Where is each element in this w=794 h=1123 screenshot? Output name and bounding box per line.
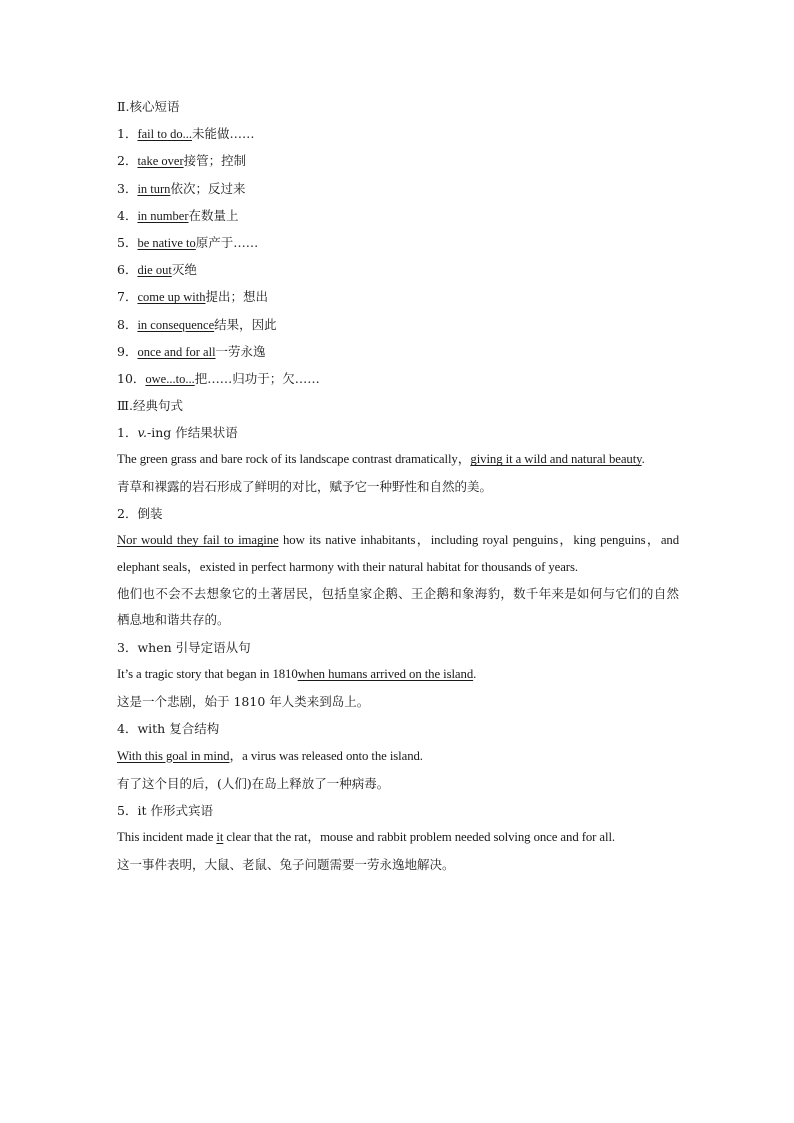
phrase-english: fail to do... [137, 127, 192, 142]
phrase-chinese: 接管；控制 [183, 153, 247, 169]
example-sentence-english [117, 661, 679, 688]
phrase-chinese: 结果，因此 [214, 316, 277, 332]
example-sentence-english [117, 743, 679, 770]
phrase-chinese: 原产于…… [195, 234, 259, 250]
example-sentence-chinese: 这是一个悲剧，始于 1810 年人类来到岛上。 [117, 694, 370, 710]
phrase-english: come up with [137, 290, 206, 305]
phrase-number: 4． [117, 207, 138, 223]
phrase-number: 8． [117, 316, 138, 332]
phrase-english: in turn [137, 181, 171, 196]
sentence-text: . [641, 452, 645, 467]
pattern-italic: v. [137, 425, 148, 441]
phrase-number: 3． [117, 180, 138, 196]
sentence-text: This incident made [117, 830, 217, 845]
phrase-item [117, 147, 679, 174]
phrase-english: once and for all [137, 344, 216, 359]
sentence-text: . [473, 666, 477, 681]
section-heading-core-phrases: Ⅱ.核心短语 [117, 99, 180, 114]
pattern-number: 3． [117, 639, 138, 655]
phrase-number: 9． [117, 343, 138, 359]
phrase-item [117, 311, 679, 338]
phrase-item [117, 338, 679, 365]
example-sentence-chinese: 他们也不会不去想象它的土著居民，包括皇家企鹅、王企鹅和象海豹，数千年来是如何与它们的自然栖息地和谐共存的。 [117, 585, 679, 628]
phrase-item [117, 175, 679, 202]
example-sentence-english [117, 824, 679, 851]
phrase-chinese: 未能做…… [191, 126, 255, 142]
phrase-item [117, 256, 679, 283]
sentence-pattern-title [117, 634, 679, 661]
phrase-english: die out [137, 263, 172, 278]
sentence-underlined: giving it a wild and natural beauty [470, 452, 642, 467]
sentence-pattern-title [117, 715, 679, 742]
pattern-number: 4． [117, 721, 138, 737]
pattern-label: -ing 作结果状语 [147, 425, 238, 441]
pattern-label: with 复合结构 [137, 721, 220, 737]
pattern-label: when 引导定语从句 [137, 639, 251, 655]
sentence-underlined: it [216, 830, 224, 845]
sentence-underlined: when humans arrived on the island [297, 666, 474, 681]
phrase-english: in consequence [137, 317, 215, 332]
pattern-number: 1． [117, 425, 138, 441]
sentence-pattern-title [117, 797, 679, 824]
phrase-english: in number [137, 208, 189, 223]
phrase-chinese: 把……归功于；欠…… [194, 370, 320, 386]
phrase-item [117, 120, 679, 147]
section-heading-classic-sentences: Ⅲ.经典句式 [117, 398, 184, 414]
example-sentence-english [117, 446, 679, 473]
sentence-text: clear that the rat，mouse and rabbit problem needed solving once and for all. [223, 830, 616, 845]
phrase-chinese: 在数量上 [188, 207, 239, 223]
phrase-number: 1． [117, 126, 138, 142]
phrase-number: 2． [117, 153, 138, 169]
sentence-text: The green grass and bare rock of its landscape contrast dramatically， [117, 452, 471, 467]
pattern-number: 5． [117, 802, 138, 818]
pattern-number: 2． [117, 506, 138, 522]
phrase-item [117, 283, 679, 310]
phrase-item [117, 202, 679, 229]
phrase-item [117, 365, 679, 392]
sentence-text: It’s a tragic story that began in 1810 [117, 666, 298, 681]
sentence-text: ，a virus was released onto the island. [229, 748, 423, 763]
sentence-pattern-title [117, 419, 679, 446]
phrase-english: be native to [137, 235, 196, 250]
example-sentence-chinese: 这一事件表明，大鼠、老鼠、兔子问题需要一劳永逸地解决。 [117, 857, 455, 873]
phrase-chinese: 一劳永逸 [215, 343, 266, 359]
sentence-underlined: With this goal in mind [117, 748, 230, 763]
sentence-text: how its native inhabitants，including royal penguins，king penguins，and elephant seals，existed in perfect harmony with their natural habitat for thousands of years. [117, 533, 679, 574]
phrase-english: take over [137, 154, 184, 169]
pattern-label: 倒装 [137, 506, 163, 522]
document-page [117, 93, 679, 878]
example-sentence-chinese: 青草和裸露的岩石形成了鲜明的对比，赋予它一种野性和自然的美。 [117, 479, 493, 495]
phrase-chinese: 灭绝 [171, 262, 197, 278]
phrase-item [117, 229, 679, 256]
phrase-number: 10． [117, 370, 146, 386]
example-sentence-chinese: 有了这个目的后，(人们)在岛上释放了一种病毒。 [117, 775, 390, 791]
phrase-chinese: 依次；反过来 [170, 180, 246, 196]
sentence-underlined: Nor would they fail to imagine [117, 533, 279, 548]
pattern-label: it 作形式宾语 [137, 802, 213, 818]
phrase-number: 7． [117, 289, 138, 305]
phrase-chinese: 提出；想出 [205, 289, 269, 305]
phrase-number: 6． [117, 262, 138, 278]
phrase-english: owe...to... [145, 371, 195, 386]
example-sentence-english [117, 527, 679, 580]
phrase-number: 5． [117, 234, 138, 250]
sentence-pattern-title [117, 500, 679, 527]
